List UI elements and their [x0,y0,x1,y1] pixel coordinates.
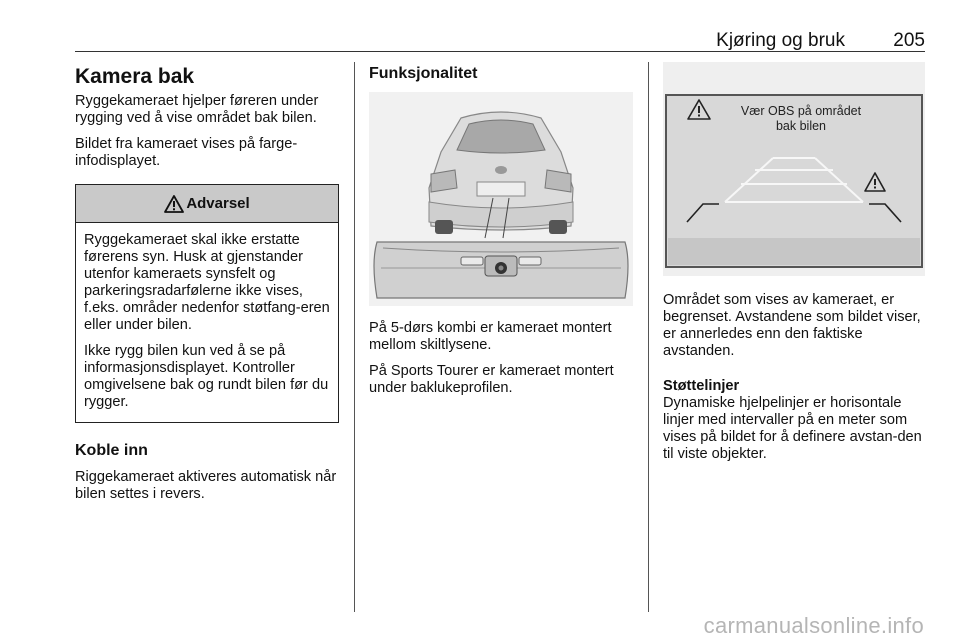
camera-5door-paragraph: På 5-dørs kombi er kameraet montert mellom skiltlysene. [369,320,612,353]
warning-paragraph-2: Ikke rygg bilen kun ved å se på informasjonsdisplayet. Kontroller omgivelsene bak og rundt bilen før du rygger. [84,343,329,410]
functionality-title: Funksjonalitet [369,65,478,82]
section-title: Kjøring og bruk [716,30,845,51]
guidelines-paragraph: Dynamiske hjelpelinjer er horisontale linjer med intervaller på en meter som vises på bildet for å definere avstan-den til viste objekter. [663,395,922,462]
column-divider-2 [648,62,649,612]
page-header [75,30,925,52]
warning-header [76,185,338,223]
subtitle-koble-inn: Koble inn [75,442,148,459]
camera-limitation-paragraph: Området som vises av kameraet, er begrenset. Avstandene som bildet viser, er annerledes enn den faktiske avstanden. [663,292,921,359]
display-paragraph: Bildet fra kameraet vises på farge-infodisplayet. [75,136,298,169]
column-3 [663,62,928,472]
intro-paragraph: Ryggekameraet hjelper føreren under rygging ved å vise området bak bilen. [75,93,319,126]
page-number: 205 [893,30,925,51]
warning-body [76,223,338,422]
display-message-line-2: bak bilen [775,119,827,133]
column-divider-1 [354,62,355,612]
header-rule [75,51,925,52]
warning-paragraph-1: Ryggekameraet skal ikke erstatte førerens syn. Husk at gjenstander utenfor kameraets synsfelt og parkeringsradarfølerne ikke vises, f.eks. områder nedenfor støtfang-eren eller under bilen. [84,232,330,333]
column-1 [75,62,343,512]
column-2 [369,62,637,406]
warning-box [75,184,339,423]
camera-display-illustration [663,62,925,276]
display-message-line-1: Vær OBS på området [740,104,862,118]
camera-sportstourer-paragraph: På Sports Tourer er kameraet montert under baklukeprofilen. [369,363,614,396]
warning-triangle-icon [164,195,184,213]
subtitle-stottelinjer: Støttelinjer [663,378,740,394]
page-title: Kamera bak [75,65,195,88]
watermark: carmanualsonline.info [703,613,924,638]
warning-label: Advarsel [186,195,250,212]
activation-paragraph: Riggekameraet aktiveres automatisk når bilen settes i revers. [75,469,337,502]
car-rear-camera-illustration [369,92,633,306]
